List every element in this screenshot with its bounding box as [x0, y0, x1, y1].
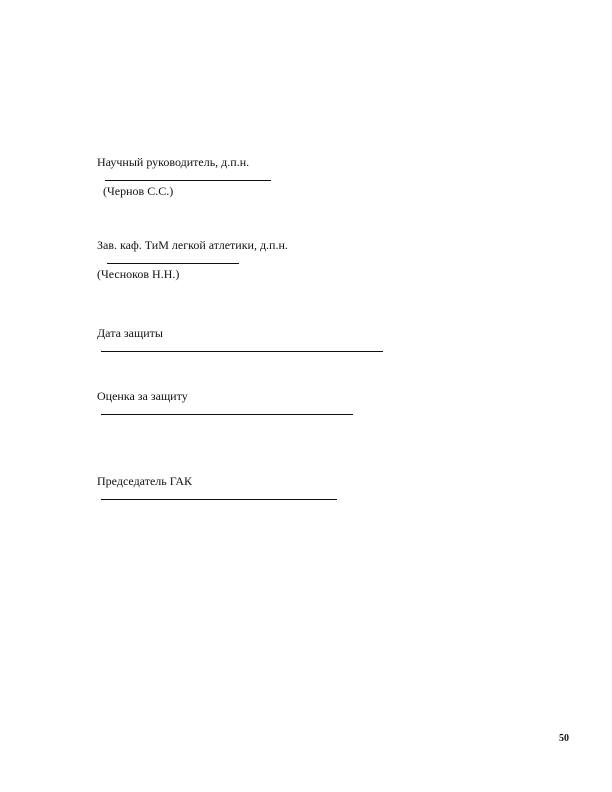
defense-date-label: Дата защиты [97, 326, 163, 340]
defense-grade-blank [101, 403, 353, 415]
committee-chair-signature-line [85, 460, 337, 517]
head-of-department-name: (Чесноков Н.Н.) [97, 267, 180, 281]
head-of-department-signature-blank [107, 252, 239, 264]
defense-grade-line [85, 375, 353, 432]
defense-grade-label: Оценка за защиту [97, 389, 188, 403]
supervisor-name: (Чернов С.С.) [103, 184, 174, 198]
head-of-department-label: Зав. каф. ТиМ легкой атлетики, д.п.н. [97, 238, 288, 252]
page-number: 50 [559, 733, 569, 744]
committee-chair-signature-blank [101, 488, 337, 500]
committee-chair-label: Председатель ГАК [97, 474, 193, 488]
defense-date-line [85, 312, 383, 369]
head-of-department-signature-line [85, 224, 288, 295]
supervisor-signature-line [85, 141, 271, 212]
supervisor-signature-blank [105, 169, 271, 181]
defense-date-blank [101, 340, 383, 352]
supervisor-label: Научный руководитель, д.п.н. [97, 155, 250, 169]
